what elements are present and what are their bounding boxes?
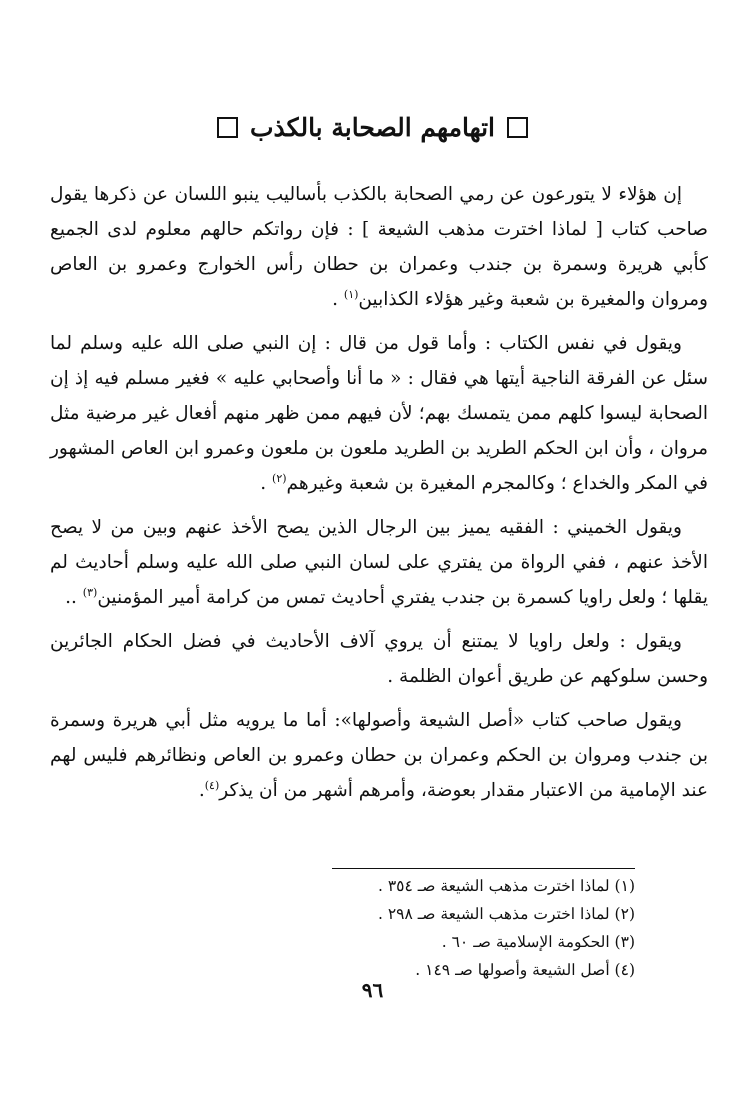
paragraph: ويقول الخميني : الفقيه يميز بين الرجال الذين يصح الأخذ عنهم وبين من لا يصح الأخذ عنهم ، ففي الرواة من يفتري على لسان النبي صلى الله عليه وسلم أحاديث لم يقلها ؛ ولعل راويا كسمرة بن جندب يفتري أحاديث تمس من كرامة أمير المؤمنين$^{(٣)}$ .. [50, 517, 708, 608]
footnote-marker: (١) [343, 287, 359, 301]
title-box-ornament-right [507, 117, 528, 138]
footnotes [160, 872, 635, 984]
footnote-item: (٣) الحكومة الإسلامية صـ ٦٠ . [441, 933, 635, 951]
footnote-item: (٢) لماذا اخترت مذهب الشيعة صـ ٢٩٨ . [377, 905, 635, 923]
paragraph: ويقول في نفس الكتاب : وأما قول من قال : إن النبي صلى الله عليه وسلم لما سئل عن الفرقة الناجية أيتها هي فقال : « ما أنا وأصحابي عليه » فغير مسلم فيه إذ إن الصحابة ليسوا كلهم ممن يتمسك بهم؛ لأن فيهم ممن ظهر منهم أفعال غير مرضية مثل مروان ، وأن ابن الحكم الطريد بن الطريد ملعون بن ملعون وعمرو ابن العاص المشهور في المكر والخداع ؛ وكالمجرم المغيرة بن شعبة وغيرهم$^{(٢)}$ . [50, 333, 708, 494]
footnote-marker: (٢) [272, 471, 287, 485]
chapter-title [0, 108, 745, 148]
footnote-item: (٤) أصل الشيعة وأصولها صـ ١٤٩ . [415, 961, 635, 979]
page-number: ٩٦ [361, 978, 384, 1002]
footnote-separator [332, 868, 635, 869]
title-box-ornament-left [217, 117, 238, 138]
paragraph: إن هؤلاء لا يتورعون عن رمي الصحابة بالكذب بأساليب ينبو اللسان عن ذكرها يقول صاحب كتاب [ لماذا اخترت مذهب الشيعة ] : فإن رواتكم حالهم معلوم لدى الجميع كأبي هريرة وسمرة بن جندب وعمران بن حطان رأس الخوارج وعمرو بن العاص ومروان والمغيرة بن شعبة وغير هؤلاء الكذابين$^{(١)}$ . [50, 184, 708, 310]
footnote-marker: (٤) [204, 778, 220, 792]
paragraph: ويقول صاحب كتاب «أصل الشيعة وأصولها»: أما ما يرويه مثل أبي هريرة وسمرة بن جندب ومروان بن الحكم وعمران بن حطان وعمرو بن العاص ونظائرهم فليس لهم عند الإمامية من الاعتبار مقدار بعوضة، وأمرهم أشهر من أن يذكر$^{(٤)}$. [50, 710, 708, 801]
footnote-item: (١) لماذا اخترت مذهب الشيعة صـ ٣٥٤ . [377, 877, 635, 895]
paragraph: ويقول : ولعل راويا لا يمتنع أن يروي آلاف الأحاديث في فضل الحكام الجائرين وحسن سلوكهم عن طريق أعوان الظلمة . [50, 631, 708, 687]
chapter-title-text: اتهامهم الصحابة بالكذب [249, 113, 496, 142]
main-text [50, 177, 708, 817]
footnote-marker: (٣) [82, 585, 98, 599]
